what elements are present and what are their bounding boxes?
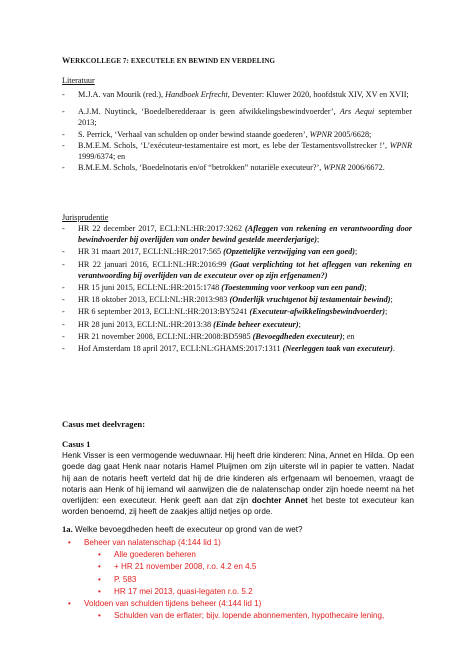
answer-list [62,537,417,622]
answer-subitem: • P. 583 [62,574,417,586]
question-number: 1a. [62,524,73,534]
answer-subitem: • + HR 21 november 2008, r.o. 4.2 en 4.5 [62,561,417,573]
literature-heading: Literatuur [62,76,95,85]
jurisprudence-item: - HR 21 november 2008, ECLI:NL:HR:2008:BD5985 (Bevoegdheden executeur); en [62,331,412,342]
jurisprudence-item: - HR 28 juni 2013, ECLI:NL:HR:2013:38 (Einde beheer executeur); [62,319,412,330]
literature-item: - M.J.A. van Mourik (red.), Handboek Erfrecht, Deventer: Kluwer 2020, hoofdstuk XIV, XV en XVII; [62,89,412,100]
case1-heading: Casus 1 [62,439,91,449]
jurisprudence-item: - HR 22 januari 2016, ECLI:NL:HR:2016:99 (Gaat verplichting tot het afleggen van rekening en verantwoording bij overlijden van de executeur over op zijn erfgenamen?) [62,259,412,281]
bullet-icon: • [98,562,101,572]
question-text: Welke bevoegdheden heeft de executeur op grond van de wet? [72,525,303,534]
jurisprudence-item: - HR 6 september 2013, ECLI:NL:HR:2013:BY5241 (Executeur-afwikkelingsbewindvoerder); [62,306,412,317]
page-title [62,56,275,65]
jurisprudence-item: - Hof Amsterdam 18 april 2017, ECLI:NL:GHAMS:2017:1311 (Neerleggen taak van executeur). [62,343,412,354]
bullet-icon: • [68,599,71,609]
bullet-icon: • [98,611,101,621]
literature-list [62,89,412,173]
answer-subitem: • HR 17 mei 2013, quasi-legaten r.o. 5.2 [62,586,417,598]
jurisprudence-item: - HR 22 december 2017, ECLI:NL:HR:2017:3262 (Afleggen van rekening en verantwoording door bewindvoerder bij overlijden van onder bewind gestelde meerderjarige); [62,223,412,245]
cases-heading: Casus met deelvragen: [62,419,146,429]
title-initial: W [62,56,71,65]
answer-item: • Voldoen van schulden tijdens beheer (4:144 lid 1) [62,598,417,610]
literature-item: - B.M.E.M. Schols, ‘L’exécuteur-testamentaire est mort, es lebe der Testamentsvollstrecker !’, WPNR 1999/6374; en [62,140,412,162]
answer-subitem: • Alle goederen beheren [62,549,417,561]
question-1a [62,524,303,534]
jurisprudence-item: - HR 18 oktober 2013, ECLI:NL:HR:2013:983 (Onderlijk vruchtgenot bij testamentair bewind); [62,294,412,305]
case1-text: Henk Visser is een vermogende weduwnaar. Hij heeft drie kinderen: Nina, Annet en Hilda. Op een goede dag gaat Henk naar notaris Hamel Pluijmen om zijn uiterste wil in papier te vatten. Nadat hij aan de notaris heeft verteld dat hij de drie kinderen als erfgenaam wil benoemen, vraagt de notaris aan Henk of hij iemand wil aanwijzen die de nalatenschap onder zijn hoede neemt na het overlijden: een executeur. Henk geeft aan dat zijn dochter Annet het beste tot executeur kan worden benoemd, zij heeft de zaakjes altijd netjes op orde. [62,451,415,517]
title-rest: ERKCOLLEGE 7: EXECUTELE EN BEWIND EN VERDELING [70,57,276,65]
jurisprudence-heading: Jurisprudentie [62,213,109,222]
literature-item: - A.J.M. Nuytinck, ‘Boedelberedderaar is geen afwikkelingsbewindvoerder’, Ars Aequi september 2013; [62,106,412,128]
jurisprudence-item: - HR 31 maart 2017, ECLI:NL:HR:2017:565 (Opzettelijke verzwijging van een goed); [62,246,412,257]
literature-item: - B.M.E.M. Schols, ‘Boedelnotaris en/of “betrokken” notariële executeur?’, WPNR 2006/6672. [62,162,412,173]
jurisprudence-list [62,223,412,355]
answer-item: • Beheer van nalatenschap (4:144 lid 1) [62,537,417,549]
bullet-icon: • [98,550,101,560]
bullet-icon: • [68,538,71,547]
bullet-icon: • [98,574,101,584]
bullet-icon: • [98,586,101,596]
jurisprudence-item: - HR 15 juni 2015, ECLI:NL:HR:2015:1748 (Toestemming voor verkoop van een pand); [62,282,412,293]
case1-executor-name: dochter Annet [251,496,308,506]
answer-subitem: • Schulden van de erflater; bijv. lopende abonnementen, hypothecaire lening, [62,610,417,622]
literature-item: - S. Perrick, ‘Verhaal van schulden op onder bewind staande goederen’, WPNR 2005/6628; [62,129,412,140]
